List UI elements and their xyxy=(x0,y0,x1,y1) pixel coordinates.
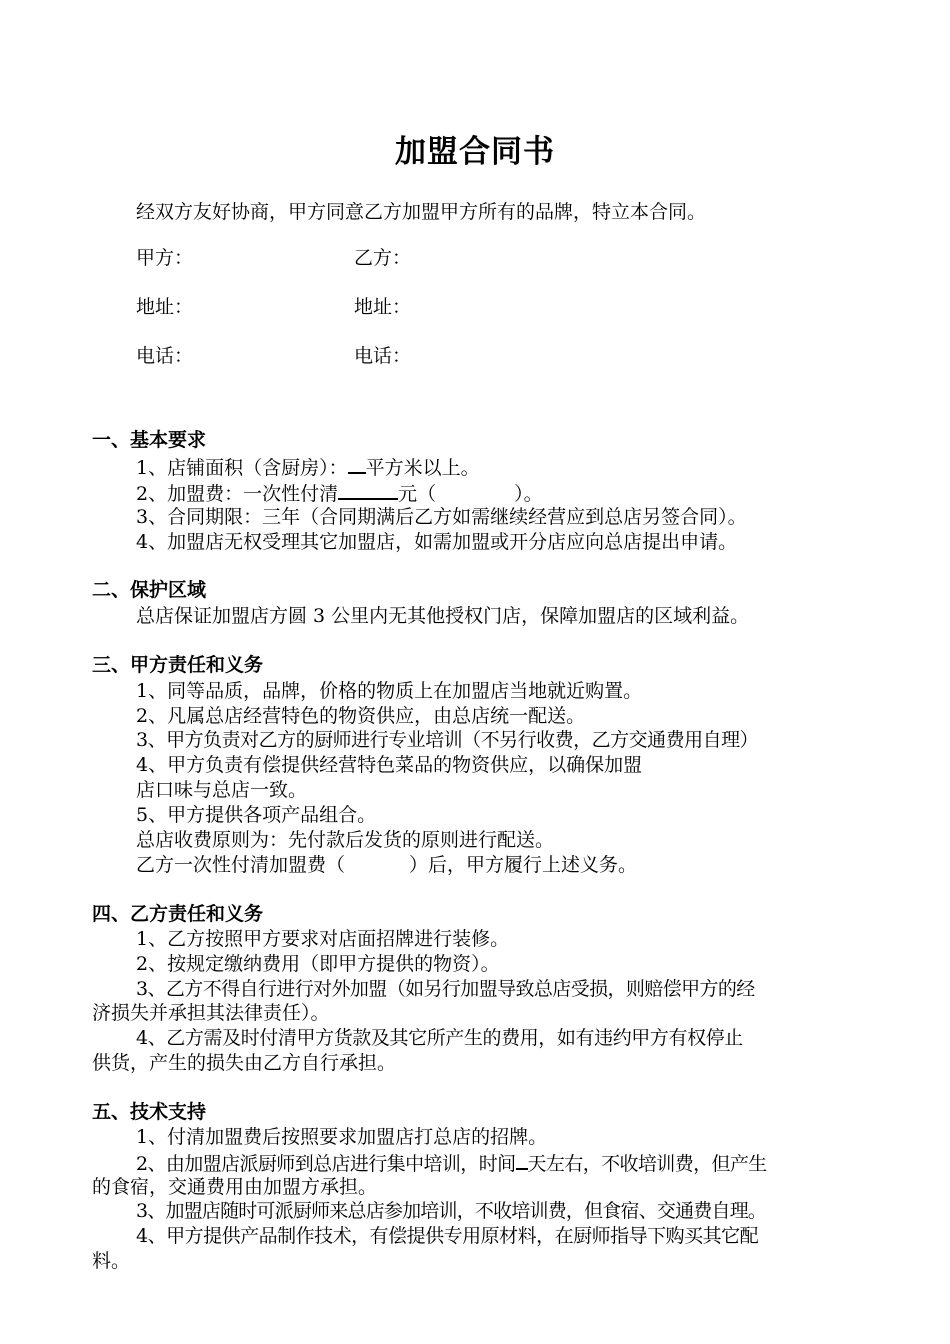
blank-underline xyxy=(338,480,398,500)
section-heading-party-b-duties: 四、乙方责任和义务 xyxy=(92,903,264,925)
clause-line: 济损失并承担其法律责任）。 xyxy=(92,1002,330,1024)
clause-line: 5、甲方提供各项产品组合。 xyxy=(136,804,377,826)
blank-underline xyxy=(348,454,366,474)
clause-line: 总店保证加盟店方圆 3 公里内无其他授权门店，保障加盟店的区域利益。 xyxy=(136,605,750,627)
section-heading-technical-support: 五、技术支持 xyxy=(92,1101,207,1123)
party-b-phone-label: 电话： xyxy=(354,345,412,367)
clause-line: 1、店铺面积（含厨房）： 平方米以上。 xyxy=(136,454,480,480)
clause-line: 2、由加盟店派厨师到总店进行集中培训，时间 天左右，不收培训费，但产生 xyxy=(136,1150,767,1176)
clause-line: 4、甲方提供产品制作技术，有偿提供专用原材料，在厨师指导下购买其它配 xyxy=(136,1225,759,1247)
clause-line: 总店收费原则为：先付款后发货的原则进行配送。 xyxy=(136,829,555,851)
clause-line: 3、加盟店随时可派厨师来总店参加培训，不收培训费，但食宿、交通费自理。 xyxy=(136,1200,767,1222)
section-heading-party-a-duties: 三、甲方责任和义务 xyxy=(92,654,264,676)
clause-line: 的食宿，交通费用由加盟方承担。 xyxy=(92,1176,378,1198)
party-a-phone-label: 电话： xyxy=(136,345,194,367)
clause-line: 4、加盟店无权受理其它加盟店，如需加盟或开分店应向总店提出申请。 xyxy=(136,531,738,553)
clause-line: 料。 xyxy=(92,1250,131,1272)
clause-line: 4、甲方负责有偿提供经营特色菜品的物资供应，以确保加盟 xyxy=(136,754,643,776)
clause-line: 店口味与总店一致。 xyxy=(136,779,308,801)
document-title: 加盟合同书 xyxy=(395,134,555,170)
section-heading-basic-requirements: 一、基本要求 xyxy=(92,429,207,451)
clause-line: 3、合同期限：三年（合同期满后乙方如需继续经营应到总店另签合同）。 xyxy=(136,506,747,528)
clause-line: 1、同等品质，品牌，价格的物质上在加盟店当地就近购置。 xyxy=(136,680,643,702)
clause-line: 供货，产生的损失由乙方自行承担。 xyxy=(92,1052,397,1074)
clause-line: 3、乙方不得自行进行对外加盟（如另行加盟导致总店受损，则赔偿甲方的经 xyxy=(136,978,755,1000)
party-a-address-label: 地址： xyxy=(136,296,194,318)
party-b-label: 乙方： xyxy=(354,247,412,269)
party-a-label: 甲方： xyxy=(136,247,194,269)
clause-line: 1、付清加盟费后按照要求加盟店打总店的招牌。 xyxy=(136,1126,548,1148)
section-heading-protected-area: 二、保护区域 xyxy=(92,579,207,601)
clause-line: 2、凡属总店经营特色的物资供应，由总店统一配送。 xyxy=(136,705,586,727)
clause-line: 乙方一次性付清加盟费（ ）后，甲方履行上述义务。 xyxy=(136,854,638,876)
clause-line: 4、乙方需及时付清甲方货款及其它所产生的费用，如有违约甲方有权停止 xyxy=(136,1027,743,1049)
party-b-address-label: 地址： xyxy=(354,296,412,318)
clause-line: 3、甲方负责对乙方的厨师进行专业培训（不另行收费，乙方交通费用自理） xyxy=(136,729,759,751)
intro-text: 经双方友好协商，甲方同意乙方加盟甲方所有的品牌，特立本合同。 xyxy=(136,201,707,223)
blank-underline xyxy=(516,1150,528,1170)
clause-line: 2、加盟费：一次性付清 元（ ）。 xyxy=(136,480,543,506)
clause-line: 1、乙方按照甲方要求对店面招牌进行装修。 xyxy=(136,928,510,950)
clause-line: 2、按规定缴纳费用（即甲方提供的物资）。 xyxy=(136,953,500,975)
